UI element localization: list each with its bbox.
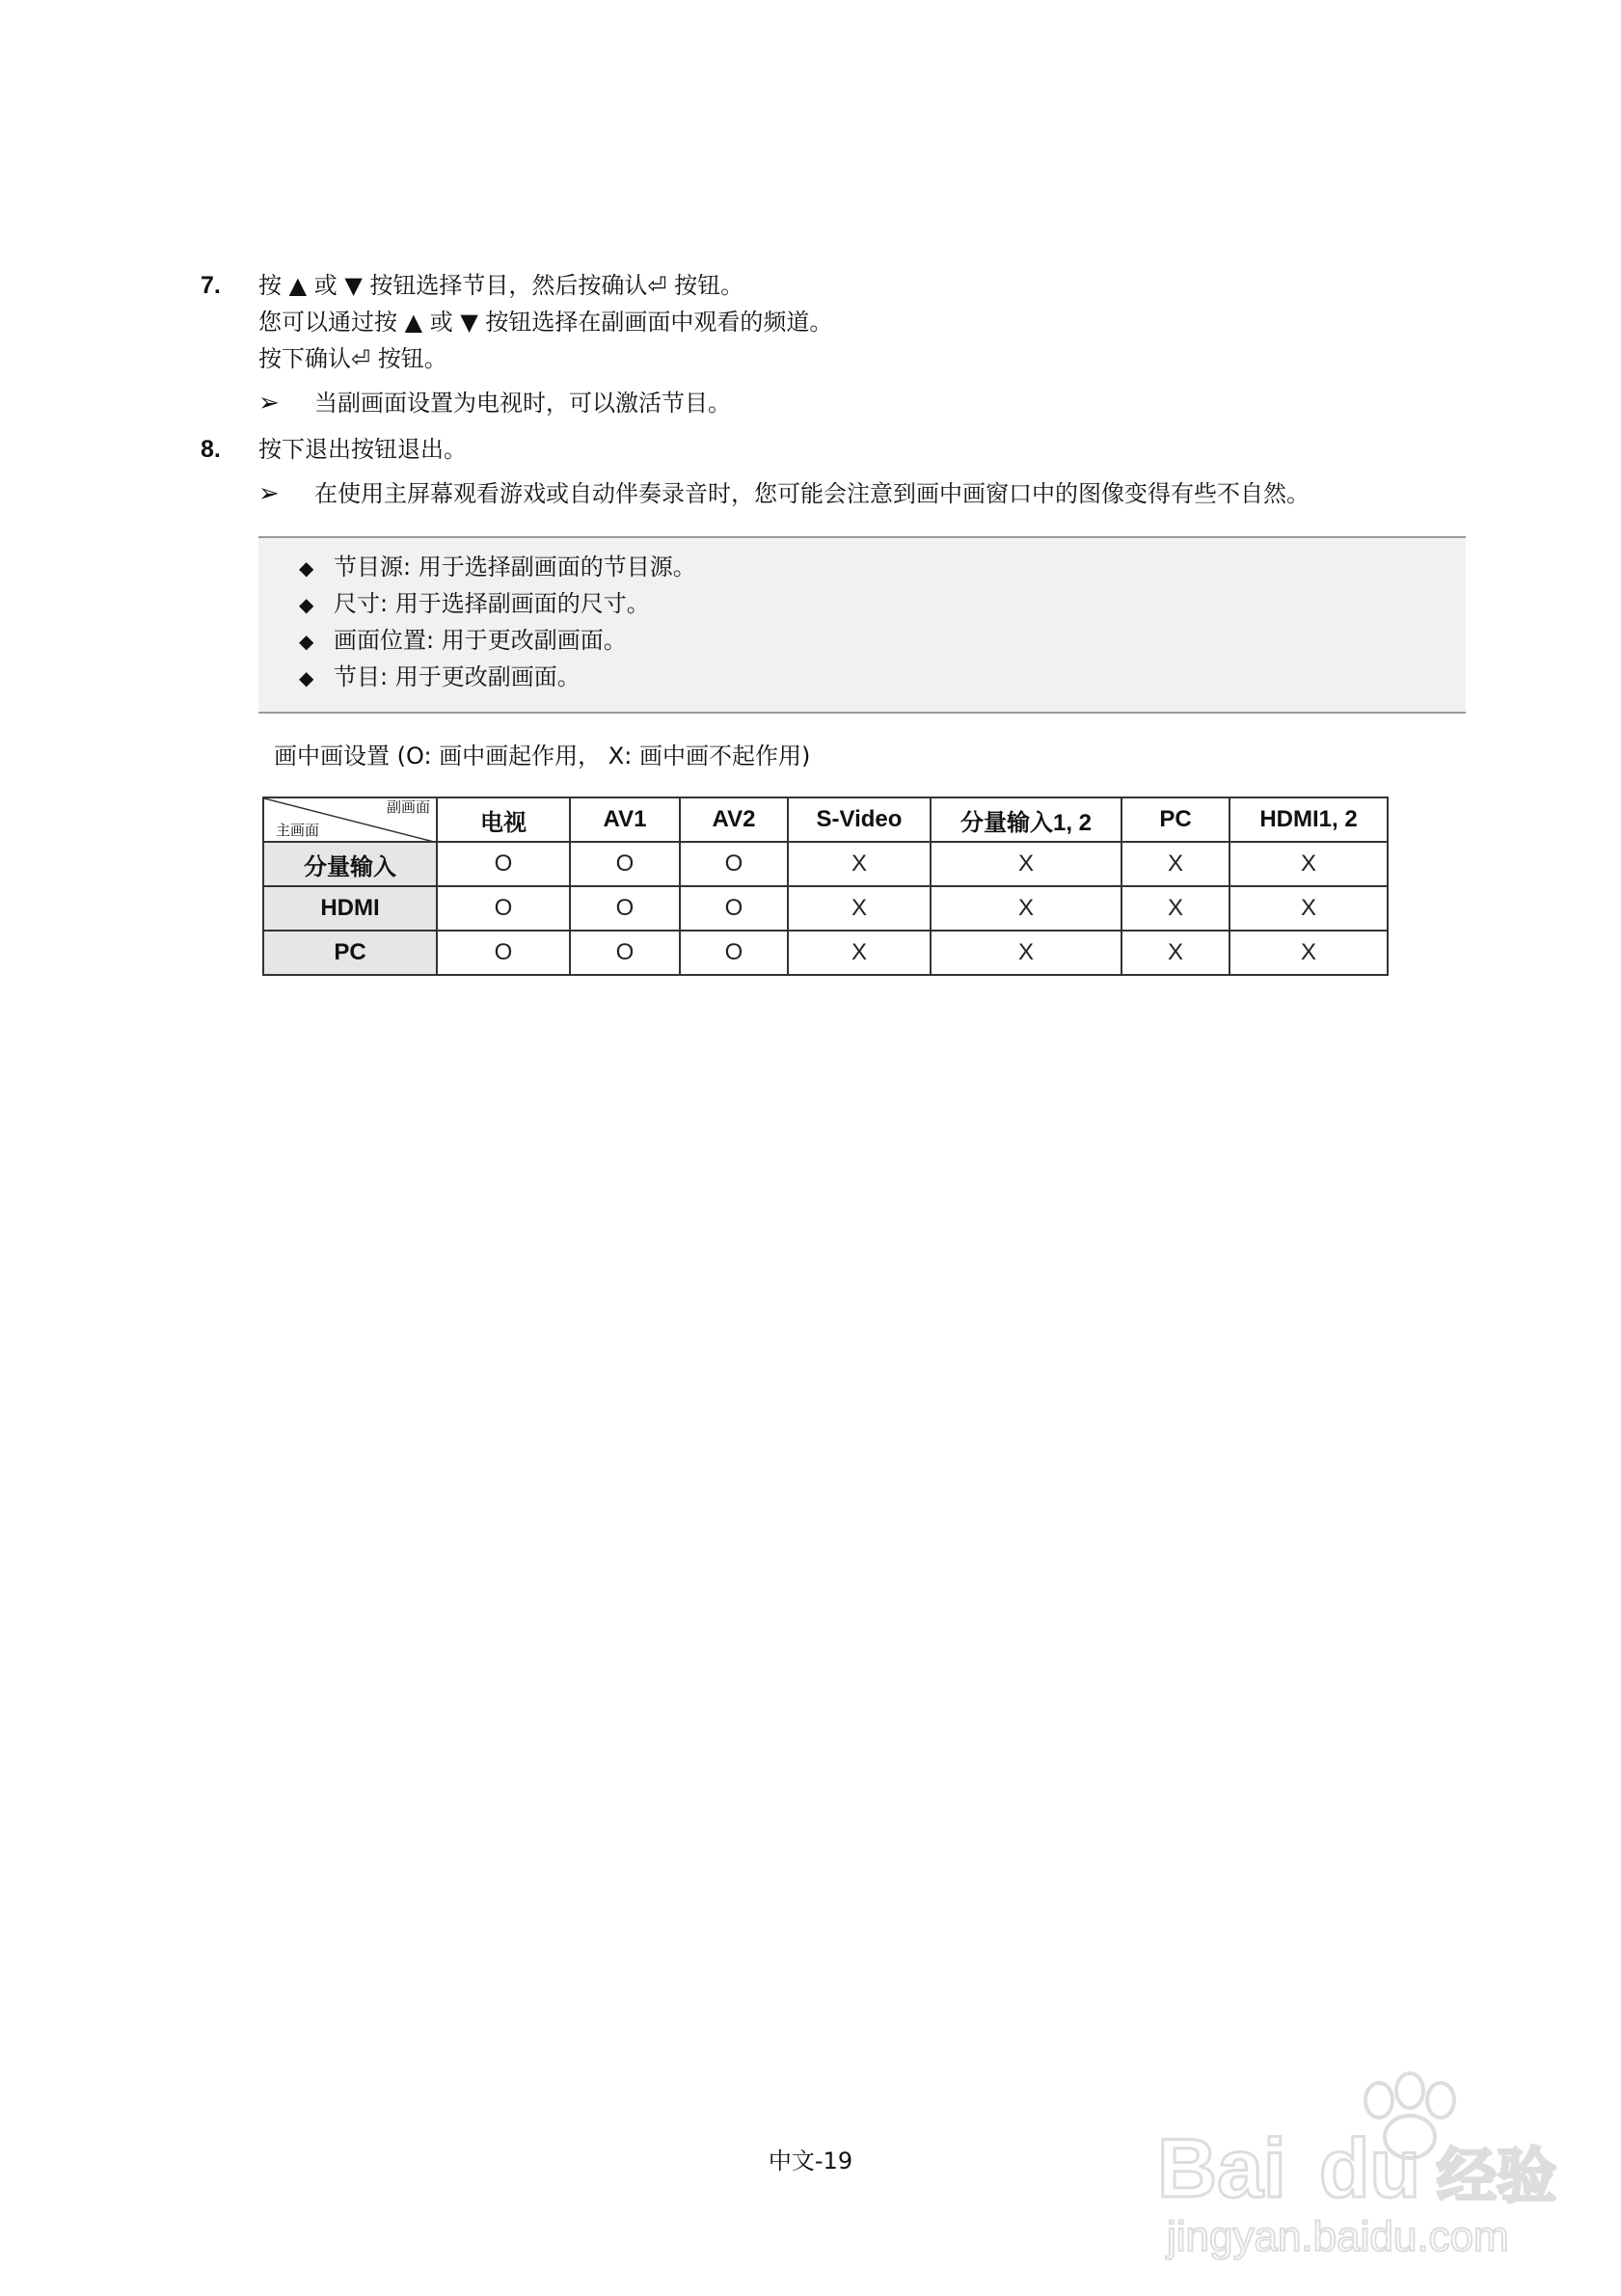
diamond-bullet-icon: ◆	[299, 666, 314, 689]
column-header: S-Video	[788, 797, 931, 842]
table-row	[263, 931, 1388, 975]
table-cell: O	[680, 886, 788, 931]
info-item	[299, 623, 627, 659]
step-7-line-2: 您可以通过按 ▲ 或 ▼ 按钮选择在副画面中观看的频道。	[258, 309, 833, 336]
info-item	[299, 660, 581, 695]
column-header: HDMI1, 2	[1229, 797, 1388, 842]
table-cell: X	[1121, 886, 1229, 931]
svg-text:Bai: Bai	[1157, 2122, 1286, 2215]
diamond-bullet-icon: ◆	[299, 556, 314, 580]
svg-text:du: du	[1319, 2122, 1421, 2215]
note-arrow-icon: ➢	[258, 389, 280, 418]
corner-main-picture-label: 主画面	[276, 823, 320, 839]
step-8-number: 8.	[201, 436, 221, 463]
table-header-row	[263, 797, 1388, 842]
info-item-text: 尺寸: 用于选择副画面的尺寸。	[334, 590, 650, 617]
column-header: AV1	[570, 797, 680, 842]
step-7-number: 7.	[201, 272, 221, 299]
info-item-text: 画面位置: 用于更改副画面。	[334, 627, 627, 654]
table-cell: O	[437, 886, 570, 931]
svg-text:经验: 经验	[1437, 2141, 1557, 2211]
row-header: HDMI	[263, 886, 437, 931]
table-cell: X	[1229, 886, 1388, 931]
step-8-line-1: 按下退出按钮退出。	[258, 436, 467, 463]
page-number: 中文-19	[768, 2147, 853, 2174]
step-8-note: 在使用主屏幕观看游戏或自动伴奏录音时，您可能会注意到画中画窗口中的图像变得有些不自然。	[314, 480, 1310, 507]
table-cell: O	[570, 842, 680, 886]
step-7-line-3: 按下确认⏎ 按钮。	[258, 345, 447, 372]
diamond-bullet-icon: ◆	[299, 593, 314, 616]
table-cell: X	[931, 886, 1121, 931]
table-caption: 画中画设置 (O: 画中画起作用， X: 画中画不起作用)	[274, 743, 811, 770]
column-header: 分量输入1, 2	[931, 797, 1121, 842]
info-box	[258, 536, 1466, 714]
table-cell: X	[931, 842, 1121, 886]
step-7-note: 当副画面设置为电视时，可以激活节目。	[314, 390, 731, 417]
table-cell: O	[437, 931, 570, 975]
table-cell: O	[437, 842, 570, 886]
step-7-line-1: 按 ▲ 或 ▼ 按钮选择节目，然后按确认⏎ 按钮。	[258, 272, 744, 299]
table-cell: O	[570, 886, 680, 931]
baidu-jingyan-watermark-logo	[1148, 2062, 1591, 2264]
column-header: 电视	[437, 797, 570, 842]
diamond-bullet-icon: ◆	[299, 630, 314, 653]
table-cell: X	[1229, 842, 1388, 886]
info-item	[299, 550, 696, 585]
svg-text:jingyan.baidu.com: jingyan.baidu.com	[1167, 2213, 1509, 2260]
table-cell: X	[1121, 931, 1229, 975]
info-item-text: 节目: 用于更改副画面。	[334, 663, 581, 690]
table-cell: X	[1121, 842, 1229, 886]
table-cell: X	[788, 931, 931, 975]
row-header: PC	[263, 931, 437, 975]
info-item-text: 节目源: 用于选择副画面的节目源。	[334, 554, 696, 581]
table-cell: X	[931, 931, 1121, 975]
table-corner-cell	[263, 797, 437, 842]
info-item	[299, 586, 650, 622]
column-header: PC	[1121, 797, 1229, 842]
table-row	[263, 842, 1388, 886]
note-arrow-icon: ➢	[258, 479, 280, 508]
table-cell: O	[680, 931, 788, 975]
table-cell: X	[1229, 931, 1388, 975]
table-row	[263, 886, 1388, 931]
table-cell: O	[680, 842, 788, 886]
table-cell: X	[788, 842, 931, 886]
pip-settings-table	[262, 797, 1389, 976]
table-cell: X	[788, 886, 931, 931]
column-header: AV2	[680, 797, 788, 842]
row-header: 分量输入	[263, 842, 437, 886]
corner-sub-picture-label: 副画面	[386, 799, 430, 816]
table-cell: O	[570, 931, 680, 975]
